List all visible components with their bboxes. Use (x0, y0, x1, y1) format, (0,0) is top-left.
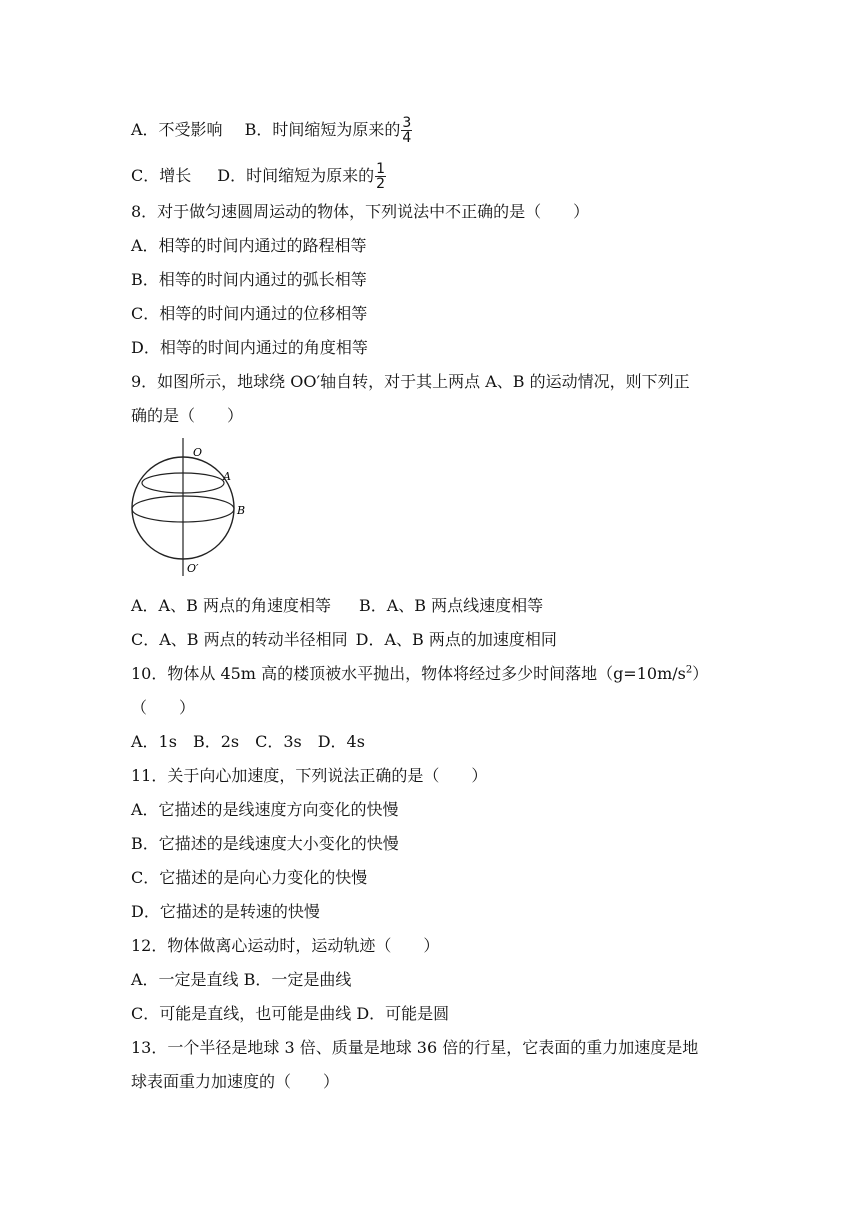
label-a: A (223, 470, 231, 483)
label-o-bottom: O′ (187, 562, 199, 575)
q8-stem: 8．对于做匀速圆周运动的物体，下列说法中不正确的是（ ） (131, 202, 590, 221)
q13-stem-line-2: 球表面重力加速度的（ ） (131, 1072, 340, 1091)
q7-option-b-fraction: $\frac{3}{4}$ (402, 115, 412, 146)
q13-stem-line-1: 13．一个半径是地球 3 倍、质量是地球 36 倍的行星，它表面的重力加速度是地 (131, 1038, 699, 1057)
q7-option-d: D．时间缩短为原来的 (217, 166, 375, 185)
q10-options: A．1s B．2s C．3s D．4s (131, 732, 365, 751)
label-o-top: O (193, 446, 203, 459)
q12-options-row-1: A．一定是直线 B．一定是曲线 (131, 970, 352, 989)
q12-options-row-2: C．可能是直线，也可能是曲线 D．可能是圆 (131, 1004, 450, 1023)
q10-stem-superscript: 2 (685, 664, 693, 676)
q11-option-b: B．它描述的是线速度大小变化的快慢 (131, 834, 399, 853)
q8-option-c: C．相等的时间内通过的位移相等 (131, 304, 368, 323)
q8-option-d: D．相等的时间内通过的角度相等 (131, 338, 368, 357)
q11-option-c: C．它描述的是向心力变化的快慢 (131, 868, 368, 887)
q11-stem: 11．关于向心加速度，下列说法正确的是（ ） (131, 766, 488, 785)
q9-option-a: A．A、B 两点的角速度相等 (131, 596, 331, 615)
q8-option-b: B．相等的时间内通过的弧长相等 (131, 270, 367, 289)
q7-option-c: C．增长 (131, 166, 192, 185)
q7-option-d-fraction: $\frac{1}{2}$ (376, 161, 386, 192)
earth-rotation-figure (129, 436, 254, 578)
q9-stem-line-2: 确的是（ ） (131, 406, 244, 425)
q10-stem-line-2: （ ） (131, 698, 196, 717)
q11-option-a: A．它描述的是线速度方向变化的快慢 (131, 800, 399, 819)
q9-stem-line-1: 9．如图所示，地球绕 OO′轴自转，对于其上两点 A、B 的运动情况，则下列正 (131, 372, 690, 391)
q7-option-a: A．不受影响 (131, 120, 223, 139)
q10-stem-line-1 (131, 664, 708, 684)
q12-stem: 12．物体做离心运动时，运动轨迹（ ） (131, 936, 440, 955)
q7-option-b: B．时间缩短为原来的 (244, 120, 401, 139)
label-b: B (237, 504, 246, 517)
q10-stem-text: 10．物体从 45m 高的楼顶被水平抛出，物体将经过多少时间落地（g=10m/s (131, 664, 686, 683)
q7-options-row-2 (131, 162, 386, 191)
q9-option-d: D．A、B 两点的加速度相同 (355, 630, 557, 649)
q9-options-row-2 (131, 630, 557, 650)
q7-options-row-1 (131, 116, 412, 145)
q8-option-a: A．相等的时间内通过的路程相等 (131, 236, 367, 255)
q9-option-c: C．A、B 两点的转动半径相同 (131, 630, 348, 649)
q9-option-b: B．A、B 两点线速度相等 (358, 596, 544, 615)
q9-options-row-1 (131, 596, 543, 616)
q10-stem-close: ） (692, 664, 709, 683)
q11-option-d: D．它描述的是转速的快慢 (131, 902, 320, 921)
